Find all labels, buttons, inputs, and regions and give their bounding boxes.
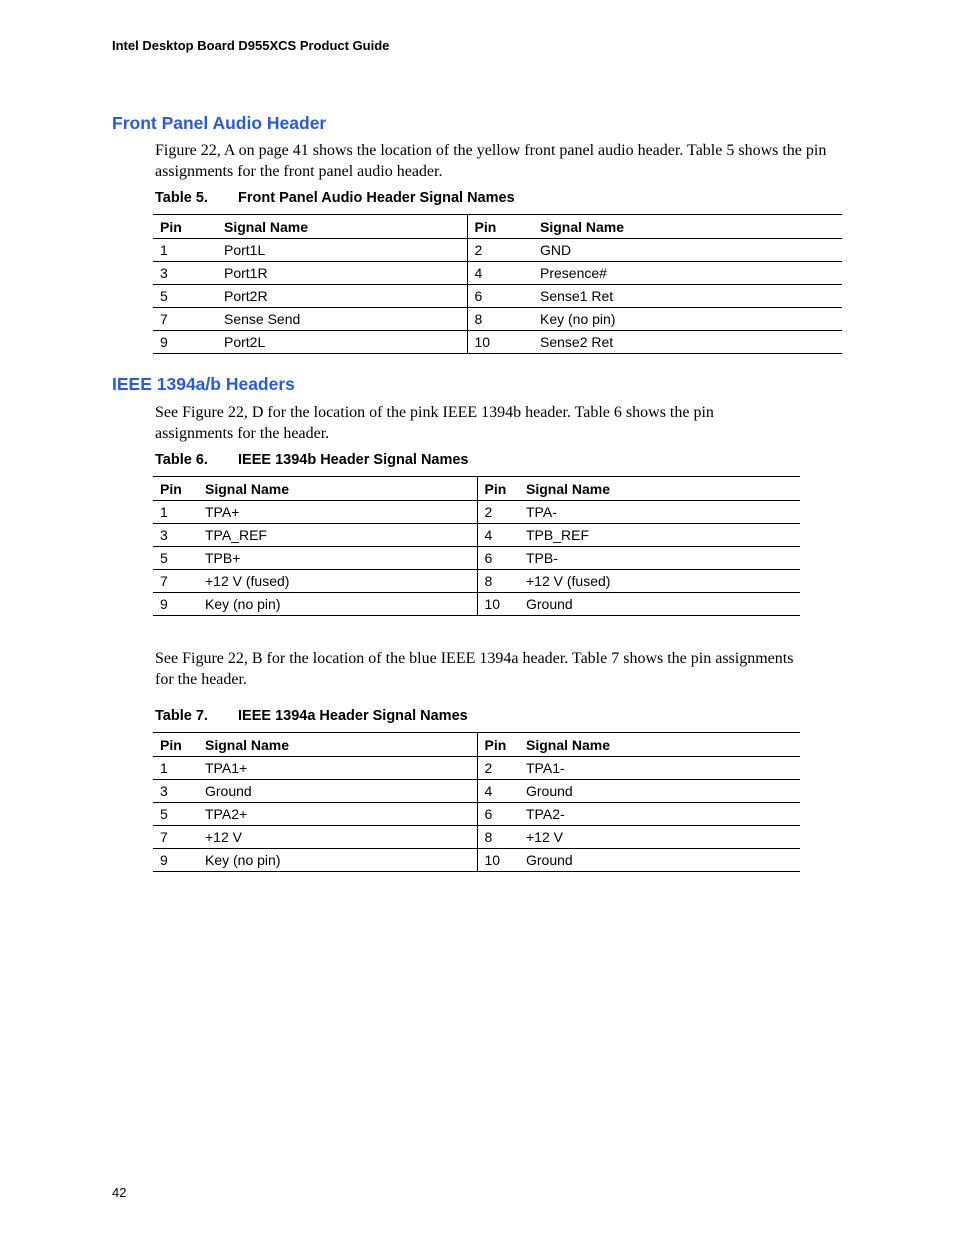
- pin-cell: 3: [153, 780, 198, 803]
- header-signal-name: Signal Name: [519, 477, 800, 501]
- pin-cell: 5: [153, 803, 198, 826]
- table-caption-number: Table 6.: [155, 452, 208, 468]
- signal-name-cell: TPA+: [198, 501, 477, 524]
- signal-name-cell: TPB+: [198, 547, 477, 570]
- pin-cell: 5: [153, 285, 217, 308]
- pin-cell: 3: [153, 262, 217, 285]
- signal-name-cell: Key (no pin): [198, 593, 477, 616]
- header-pin: Pin: [153, 215, 217, 239]
- table-caption-title: IEEE 1394b Header Signal Names: [238, 452, 469, 468]
- signal-name-cell: Ground: [519, 593, 800, 616]
- pin-cell: 9: [153, 593, 198, 616]
- pin-cell: 10: [477, 849, 519, 872]
- table-caption-7: [155, 708, 468, 724]
- table-row: [153, 570, 800, 593]
- table-row: [153, 308, 842, 331]
- header-signal-name: Signal Name: [519, 733, 800, 757]
- pin-cell: 7: [153, 826, 198, 849]
- pin-cell: 1: [153, 501, 198, 524]
- table-row: [153, 849, 800, 872]
- pin-cell: 2: [477, 501, 519, 524]
- paragraph-ieee-1394b: See Figure 22, D for the location of the pink IEEE 1394b header. Table 6 shows the pin assignments for the header.: [155, 404, 714, 442]
- signal-name-cell: TPA-: [519, 501, 800, 524]
- pin-cell: 2: [467, 239, 533, 262]
- section-heading-front-panel-audio: Front Panel Audio Header: [112, 113, 327, 133]
- signal-name-cell: Presence#: [533, 262, 842, 285]
- table-row: [153, 593, 800, 616]
- signal-name-cell: Port1R: [217, 262, 467, 285]
- pin-cell: 5: [153, 547, 198, 570]
- table-caption-title: Front Panel Audio Header Signal Names: [238, 190, 515, 206]
- signal-name-cell: TPB_REF: [519, 524, 800, 547]
- section-heading-ieee-1394: IEEE 1394a/b Headers: [112, 374, 295, 394]
- signal-name-cell: Ground: [198, 780, 477, 803]
- pin-cell: 6: [467, 285, 533, 308]
- running-header: Intel Desktop Board D955XCS Product Guide: [112, 38, 390, 53]
- signal-name-cell: GND: [533, 239, 842, 262]
- table-row: [153, 826, 800, 849]
- table-header-row: [153, 733, 800, 757]
- table-row: [153, 547, 800, 570]
- table-ieee-1394a: [153, 732, 800, 872]
- paragraph-front-panel-audio: Figure 22, A on page 41 shows the location of the yellow front panel audio header. Table 5 shows the pin assignments for the front panel audio header.: [155, 142, 827, 180]
- pin-cell: 4: [467, 262, 533, 285]
- table-row: [153, 262, 842, 285]
- signal-name-cell: +12 V: [519, 826, 800, 849]
- header-pin: Pin: [477, 477, 519, 501]
- signal-name-cell: +12 V (fused): [519, 570, 800, 593]
- table-row: [153, 780, 800, 803]
- pin-cell: 4: [477, 524, 519, 547]
- pin-cell: 6: [477, 547, 519, 570]
- signal-name-cell: TPA1+: [198, 757, 477, 780]
- table-caption-number: Table 5.: [155, 190, 208, 206]
- table-row: [153, 239, 842, 262]
- table-row: [153, 501, 800, 524]
- header-pin: Pin: [477, 733, 519, 757]
- signal-name-cell: Port2L: [217, 331, 467, 354]
- signal-name-cell: +12 V: [198, 826, 477, 849]
- pin-cell: 6: [477, 803, 519, 826]
- table-header-row: [153, 477, 800, 501]
- paragraph-ieee-1394a: See Figure 22, B for the location of the blue IEEE 1394a header. Table 7 shows the pin assignments for the header.: [155, 650, 794, 688]
- signal-name-cell: TPB-: [519, 547, 800, 570]
- signal-name-cell: Sense2 Ret: [533, 331, 842, 354]
- pin-cell: 8: [477, 826, 519, 849]
- signal-name-cell: Ground: [519, 780, 800, 803]
- pin-cell: 10: [467, 331, 533, 354]
- pin-cell: 9: [153, 849, 198, 872]
- table-caption-number: Table 7.: [155, 708, 208, 724]
- header-pin: Pin: [467, 215, 533, 239]
- table-front-panel-audio: [153, 214, 842, 354]
- pin-cell: 10: [477, 593, 519, 616]
- pin-cell: 2: [477, 757, 519, 780]
- signal-name-cell: TPA_REF: [198, 524, 477, 547]
- signal-name-cell: +12 V (fused): [198, 570, 477, 593]
- header-pin: Pin: [153, 733, 198, 757]
- table-caption-title: IEEE 1394a Header Signal Names: [238, 708, 468, 724]
- table-caption-5: [155, 190, 515, 206]
- signal-name-cell: Port1L: [217, 239, 467, 262]
- pin-cell: 7: [153, 570, 198, 593]
- signal-name-cell: Port2R: [217, 285, 467, 308]
- table-header-row: [153, 215, 842, 239]
- signal-name-cell: Sense Send: [217, 308, 467, 331]
- pin-cell: 4: [477, 780, 519, 803]
- signal-name-cell: Key (no pin): [198, 849, 477, 872]
- header-pin: Pin: [153, 477, 198, 501]
- header-signal-name: Signal Name: [198, 733, 477, 757]
- signal-name-cell: Sense1 Ret: [533, 285, 842, 308]
- header-signal-name: Signal Name: [217, 215, 467, 239]
- pin-cell: 1: [153, 757, 198, 780]
- signal-name-cell: TPA2-: [519, 803, 800, 826]
- signal-name-cell: TPA2+: [198, 803, 477, 826]
- signal-name-cell: Key (no pin): [533, 308, 842, 331]
- page-number: 42: [112, 1185, 127, 1200]
- pin-cell: 7: [153, 308, 217, 331]
- header-signal-name: Signal Name: [533, 215, 842, 239]
- pin-cell: 1: [153, 239, 217, 262]
- pin-cell: 9: [153, 331, 217, 354]
- header-signal-name: Signal Name: [198, 477, 477, 501]
- table-row: [153, 285, 842, 308]
- pin-cell: 8: [477, 570, 519, 593]
- table-row: [153, 331, 842, 354]
- table-row: [153, 757, 800, 780]
- table-row: [153, 524, 800, 547]
- table-caption-6: [155, 452, 469, 468]
- pin-cell: 8: [467, 308, 533, 331]
- signal-name-cell: TPA1-: [519, 757, 800, 780]
- pin-cell: 3: [153, 524, 198, 547]
- table-ieee-1394b: [153, 476, 800, 616]
- table-row: [153, 803, 800, 826]
- signal-name-cell: Ground: [519, 849, 800, 872]
